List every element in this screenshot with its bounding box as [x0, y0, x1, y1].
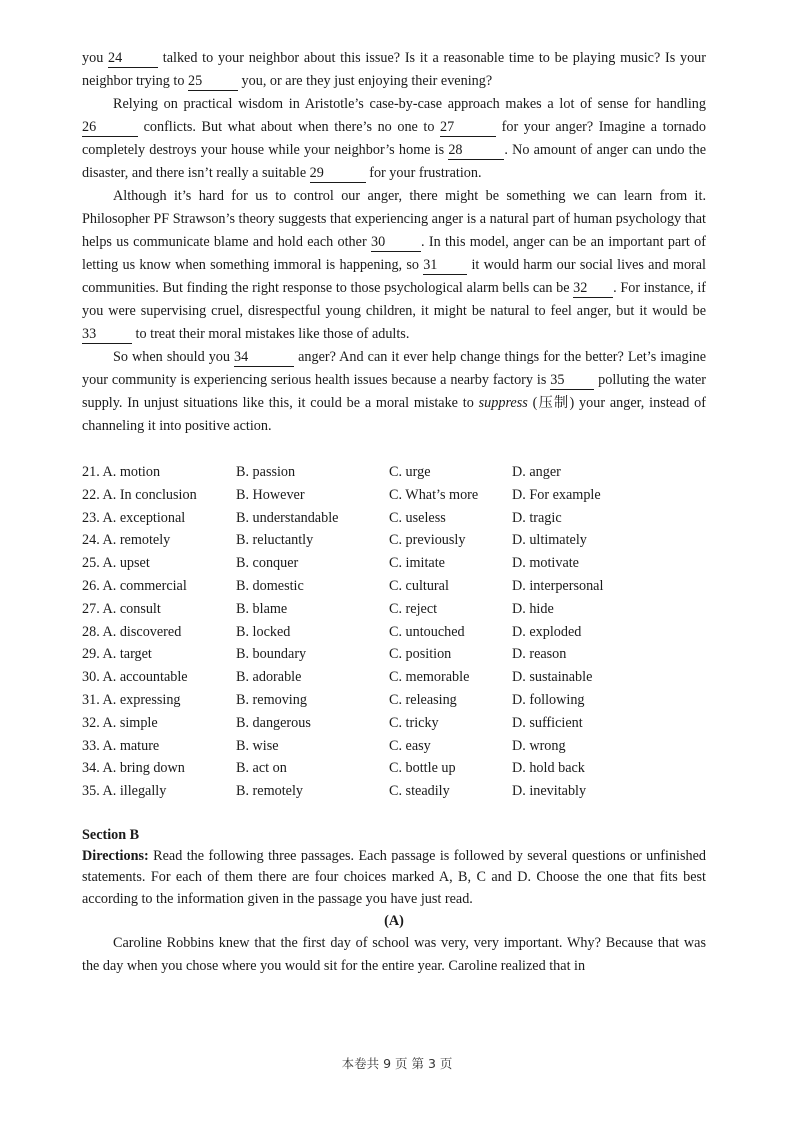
- option-row-25: [82, 552, 706, 575]
- option-row-22: [82, 484, 706, 507]
- option-c[interactable]: C. previously: [389, 532, 466, 549]
- option-b[interactable]: B. locked: [236, 623, 291, 640]
- option-b[interactable]: B. conquer: [236, 555, 299, 572]
- blank-33[interactable]: 33: [82, 326, 132, 344]
- paragraph-3: [82, 185, 706, 346]
- option-a[interactable]: 27. A. consult: [82, 600, 161, 617]
- text: . For instance, if you were supervising cruel, disrespectful young children, it might be natural to feel anger, but it would be: [82, 280, 706, 319]
- text: talked to your neighbor about this issue? Is it a reasonable time to be playing music? Is your neighbor trying to: [82, 50, 706, 89]
- option-b[interactable]: B. However: [236, 486, 305, 503]
- exam-page: [82, 47, 706, 978]
- option-c[interactable]: C. untouched: [389, 623, 465, 640]
- option-a[interactable]: 30. A. accountable: [82, 669, 188, 686]
- option-a[interactable]: 35. A. illegally: [82, 783, 167, 800]
- option-a[interactable]: 32. A. simple: [82, 714, 158, 731]
- text: conflicts. But what about when there’s no one to: [138, 119, 441, 135]
- blank-34[interactable]: 34: [234, 349, 294, 367]
- text: . In this model, anger can be an important part of letting us know when something immoral is happening, so: [82, 234, 707, 273]
- option-d[interactable]: D. sustainable: [512, 669, 593, 686]
- text: you, or are they just enjoying their evening?: [238, 73, 493, 89]
- blank-24[interactable]: 24: [108, 50, 158, 68]
- blank-28[interactable]: 28: [448, 142, 504, 160]
- option-d[interactable]: D. interpersonal: [512, 577, 604, 594]
- option-c[interactable]: C. tricky: [389, 714, 439, 731]
- option-c[interactable]: C. steadily: [389, 783, 450, 800]
- option-c[interactable]: C. reject: [389, 600, 438, 617]
- option-row-21: [82, 461, 706, 484]
- option-b[interactable]: B. blame: [236, 600, 288, 617]
- blank-29[interactable]: 29: [310, 165, 366, 183]
- blank-26[interactable]: 26: [82, 119, 138, 137]
- option-c[interactable]: C. urge: [389, 464, 431, 480]
- option-b[interactable]: B. reluctantly: [236, 532, 314, 549]
- text: (压制) your anger, instead of channeling it into positive action.: [82, 395, 706, 434]
- text: . No amount of anger can undo the disaster, and there isn’t really a suitable: [82, 142, 706, 181]
- blank-30[interactable]: 30: [371, 234, 421, 252]
- option-a[interactable]: 33. A. mature: [82, 737, 160, 754]
- option-b[interactable]: B. remotely: [236, 783, 303, 800]
- directions-label: Directions:: [82, 847, 149, 864]
- option-a[interactable]: 26. A. commercial: [82, 577, 187, 594]
- option-c[interactable]: C. useless: [389, 509, 446, 526]
- option-a[interactable]: 25. A. upset: [82, 555, 150, 572]
- option-row-23: [82, 507, 706, 530]
- option-row-34: [82, 757, 706, 780]
- option-row-28: [82, 621, 706, 644]
- option-d[interactable]: D. inevitably: [512, 783, 587, 800]
- option-d[interactable]: D. following: [512, 691, 585, 708]
- option-d[interactable]: D. For example: [512, 486, 601, 503]
- option-row-30: [82, 666, 706, 689]
- text: for your anger? Imagine a tornado completely destroys your house while your neighbor’s home is: [82, 119, 706, 158]
- option-d[interactable]: D. wrong: [512, 737, 566, 754]
- page-footer: 本卷共 9 页 第 3 页: [341, 1056, 453, 1071]
- option-row-24: [82, 529, 706, 552]
- option-d[interactable]: D. reason: [512, 646, 567, 663]
- option-b[interactable]: B. removing: [236, 691, 307, 708]
- option-b[interactable]: B. passion: [236, 464, 296, 480]
- option-d[interactable]: D. motivate: [512, 555, 579, 572]
- directions: [82, 846, 706, 911]
- passage-label: (A): [384, 913, 404, 930]
- option-b[interactable]: B. wise: [236, 737, 279, 754]
- answer-options: [82, 461, 706, 803]
- blank-25[interactable]: 25: [188, 73, 238, 91]
- option-b[interactable]: B. boundary: [236, 646, 307, 663]
- passage-a-text: Caroline Robbins knew that the first day of school was very, very important. Why? Because that was the day when you chose where you would sit for the entire year. Caroline realized that in: [82, 935, 706, 975]
- option-c[interactable]: C. imitate: [389, 555, 445, 572]
- text: Relying on practical wisdom in Aristotle’s case-by-case approach makes a lot of sense for handling: [113, 96, 706, 112]
- option-d[interactable]: D. exploded: [512, 623, 582, 640]
- option-row-26: [82, 575, 706, 598]
- option-a[interactable]: 29. A. target: [82, 646, 152, 663]
- option-a[interactable]: 34. A. bring down: [82, 760, 185, 777]
- blank-31[interactable]: 31: [423, 257, 467, 275]
- option-row-27: [82, 598, 706, 621]
- option-row-32: [82, 712, 706, 735]
- text: for your frustration.: [365, 165, 482, 181]
- option-d[interactable]: D. hold back: [512, 760, 585, 777]
- option-row-33: [82, 735, 706, 758]
- option-d[interactable]: D. hide: [512, 600, 554, 617]
- paragraph-2: [82, 93, 706, 185]
- option-d[interactable]: D. ultimately: [512, 532, 587, 549]
- option-b[interactable]: B. understandable: [236, 509, 339, 526]
- text: Although it’s hard for us to control our anger, there might be something we can learn from it. Philosopher PF Strawson’s theory suggests that experiencing anger is a natural part of human psychology that helps us communicate blame and hold each other: [82, 188, 706, 250]
- paragraph-1: [82, 47, 706, 93]
- directions-text: Read the following three passages. Each passage is followed by several questions or unfinished statements. For each of them there are four choices marked A, B, C and D. Choose the one that fits best according to the information given in the passage you have just read.: [82, 847, 706, 907]
- option-c[interactable]: C. bottle up: [389, 760, 456, 777]
- section-title: Section B: [82, 826, 140, 843]
- option-c[interactable]: C. What’s more: [389, 486, 479, 503]
- option-a[interactable]: 28. A. discovered: [82, 623, 182, 640]
- option-row-29: [82, 643, 706, 666]
- text: polluting the water supply. In unjust situations like this, it could be a moral mistake to: [82, 372, 706, 411]
- option-c[interactable]: C. memorable: [389, 669, 470, 686]
- option-c[interactable]: C. position: [389, 646, 452, 663]
- option-a[interactable]: 21. A. motion: [82, 464, 161, 480]
- option-c[interactable]: C. easy: [389, 737, 431, 754]
- option-d[interactable]: D. tragic: [512, 509, 562, 526]
- option-row-31: [82, 689, 706, 712]
- option-b[interactable]: B. domestic: [236, 577, 304, 594]
- blank-35[interactable]: 35: [550, 372, 594, 390]
- text: So when should you: [113, 349, 235, 365]
- option-a[interactable]: 24. A. remotely: [82, 532, 171, 549]
- option-a[interactable]: 31. A. expressing: [82, 691, 181, 708]
- text: you: [82, 50, 109, 66]
- italic-term: suppress: [478, 395, 528, 411]
- option-d[interactable]: D. anger: [512, 464, 561, 480]
- option-c[interactable]: C. releasing: [389, 691, 457, 708]
- option-row-35: [82, 780, 706, 803]
- text: anger? And can it ever help change things for the better? Let’s imagine your community is experiencing serious health issues because a nearby factory is: [82, 349, 706, 388]
- option-a[interactable]: 22. A. In conclusion: [82, 486, 197, 503]
- option-c[interactable]: C. cultural: [389, 577, 449, 594]
- option-b[interactable]: B. act on: [236, 760, 287, 777]
- option-d[interactable]: D. sufficient: [512, 714, 583, 731]
- option-b[interactable]: B. adorable: [236, 669, 302, 686]
- option-a[interactable]: 23. A. exceptional: [82, 509, 186, 526]
- text: to treat their moral mistakes like those of adults.: [132, 326, 410, 342]
- option-b[interactable]: B. dangerous: [236, 714, 311, 731]
- paragraph-4: [82, 346, 706, 438]
- blank-27[interactable]: 27: [440, 119, 496, 137]
- blank-32[interactable]: 32: [573, 280, 613, 298]
- text: it would harm our social lives and moral communities. But finding the right response to those psychological alarm bells can be: [82, 257, 707, 296]
